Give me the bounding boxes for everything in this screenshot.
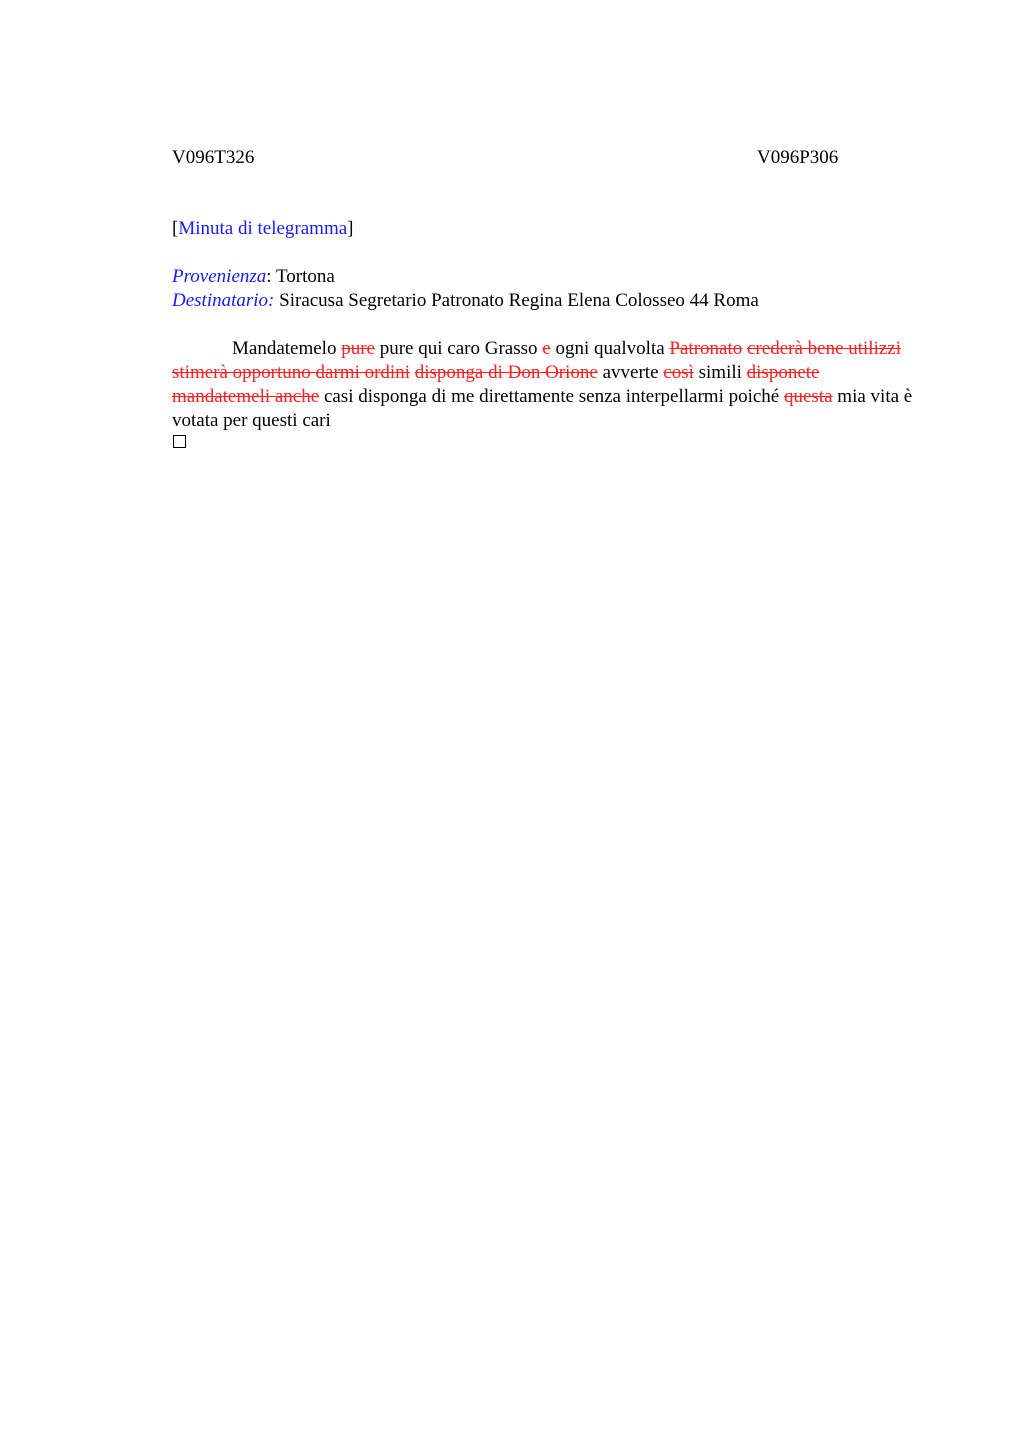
document-type-label: Minuta di telegramma [178, 218, 348, 239]
body-segment: Mandatemelo [232, 338, 337, 359]
document-type [172, 217, 354, 241]
destinatario-row [172, 289, 759, 313]
deleted-segment: e [542, 338, 551, 359]
document-metadata [172, 265, 759, 313]
deleted-segment: Patronato [669, 338, 743, 359]
end-box-icon [173, 435, 186, 448]
body-segment: casi disponga di me direttamente senza interpellarmi poiché [323, 386, 780, 407]
body-segment: mia vita è votata per questi cari [172, 386, 913, 431]
provenienza-label: Provenienza [172, 266, 267, 287]
deleted-segment: disponete mandatemeli anche [172, 362, 820, 407]
telegram-body [172, 337, 920, 433]
deleted-segment: crederà bene utilizzi [747, 338, 902, 359]
body-segment: simili [698, 362, 742, 383]
close-bracket: ] [347, 218, 354, 239]
body-segment: pure qui caro Grasso [379, 338, 538, 359]
deleted-segment: stimerà opportuno darmi ordini [172, 362, 410, 383]
document-code-right: V096P306 [757, 147, 839, 168]
body-segment: avverte [602, 362, 659, 383]
open-bracket: [ [172, 218, 179, 239]
destinatario-value: Siracusa Segretario Patronato Regina Elena Colosseo 44 Roma [279, 290, 759, 311]
provenienza-separator: : [266, 266, 272, 287]
deleted-segment: questa [784, 386, 833, 407]
deleted-segment: disponga di Don Orione [414, 362, 598, 383]
provenienza-row [172, 265, 759, 289]
deleted-segment: pure [341, 338, 375, 359]
destinatario-label: Destinatario: [172, 290, 275, 311]
deleted-segment: così [663, 362, 694, 383]
body-segment: ogni qualvolta [555, 338, 665, 359]
document-code-left: V096T326 [172, 147, 255, 168]
provenienza-value: Tortona [275, 266, 335, 287]
